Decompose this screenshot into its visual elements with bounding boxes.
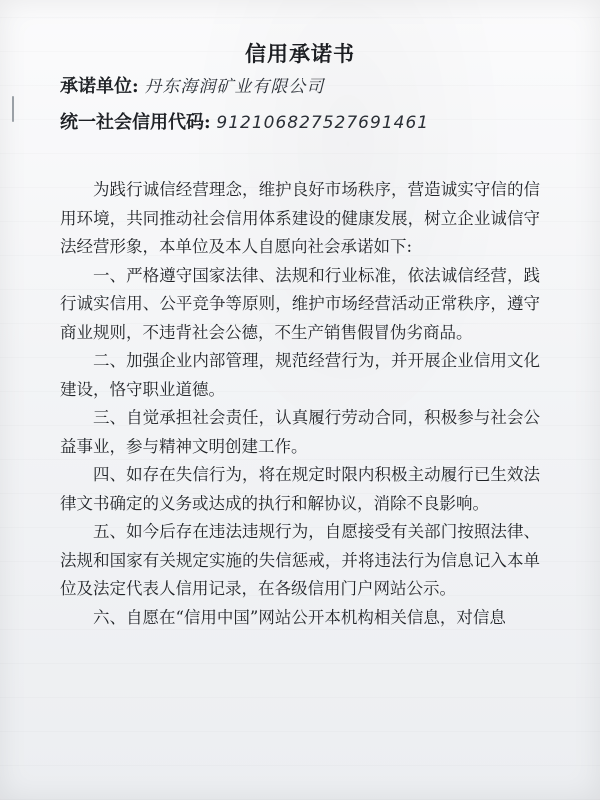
paragraph: 五、如今后存在违法违规行为，自愿接受有关部门按照法律、法规和国家有关规定实施的失信惩戒，并将违法行为信息记入本单位及法定代表人信用记录，在各级信用门户网站公示。 — [60, 522, 540, 599]
commitment-unit-label: 承诺单位: — [60, 76, 139, 97]
paragraph: 为践行诚信经营理念，维护良好市场秩序，营造诚实守信的信用环境，共同推动社会信用体系建设的健康发展，树立企业诚信守法经营形象，本单位及本人自愿向社会承诺如下: — [60, 180, 540, 257]
credit-code-value: 912106827527691461 — [216, 113, 430, 133]
paragraph: 三、自觉承担社会责任，认真履行劳动合同，积极参与社会公益事业，参与精神文明创建工作。 — [60, 408, 540, 456]
commitment-unit-field — [60, 72, 324, 98]
commitment-unit-value: 丹东海润矿业有限公司 — [144, 77, 325, 97]
paragraph: 一、严格遵守国家法律、法规和行业标准，依法诚信经营，践行诚实信用、公平竞争等原则，维护市场经营活动正常秩序，遵守商业规则，不违背社会公德，不生产销售假冒伪劣商品。 — [60, 265, 540, 342]
paragraph: 四、如存在失信行为，将在规定时限内积极主动履行已生效法律文书确定的义务或达成的执行和解协议，消除不良影响。 — [60, 465, 540, 513]
document-title: 信用承诺书 — [245, 41, 355, 66]
paragraph: 六、自愿在“信用中国”网站公开本机构相关信息，对信息 — [93, 607, 506, 627]
binding-mark — [12, 96, 14, 122]
paragraph: 二、加强企业内部管理，规范经营行为，并开展企业信用文化建设，恪守职业道德。 — [60, 351, 540, 399]
credit-code-label: 统一社会信用代码: — [60, 112, 211, 133]
credit-code-field — [60, 108, 429, 134]
document-body — [60, 176, 540, 633]
